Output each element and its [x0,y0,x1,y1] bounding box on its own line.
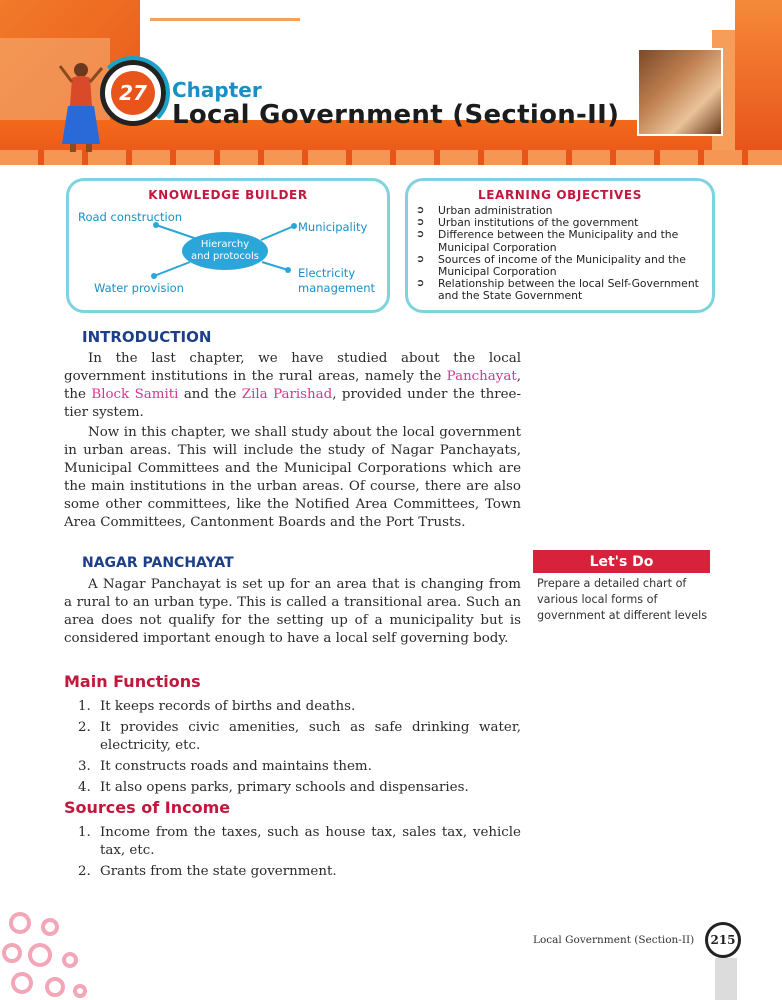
lets-do-text: Prepare a detailed chart of various local forms of government at different levels [537,577,708,622]
arrow-bullet-icon: ➲ [416,253,425,265]
list-item: 1. It keeps records of births and deaths. [78,699,356,714]
introduction-paragraph-1: In the last chapter, we have studied about the local government institutions in the rural areas, namely the Panchayat, the Block Samiti and the Zila Parishad, provided under the three-tier system. [64,351,521,420]
arrow-bullet-icon: ➲ [416,278,425,290]
term-block-samiti: Block Samiti [91,386,179,402]
main-functions-list [64,698,521,800]
header-photo [637,48,723,136]
list-item: 4. It also opens parks, primary schools and dispensaries. [78,779,469,795]
arrow-bullet-icon: ➲ [416,205,425,216]
kb-water-provision: Water provision [94,281,184,295]
kb-center-hierarchy [182,232,268,270]
learning-objectives-list [414,205,710,303]
list-item: ➲ Relationship between the local Self-Government and the State Government [416,277,699,303]
learning-objectives-title: LEARNING OBJECTIVES [478,188,642,202]
list-item: 2. It provides civic amenities, such as safe drinking water, electricity, etc. [78,719,521,753]
kb-management: management [298,281,376,295]
header-decor-right [735,0,782,150]
header-decor-line [150,18,300,21]
list-item: 2. Grants from the state government. [78,863,337,879]
list-item: 1. Income from the taxes, such as house tax, sales tax, vehicle tax, etc. [78,825,521,858]
term-zila-parishad: Zila Parishad [241,386,333,402]
lets-do-heading: Let's Do [533,550,710,573]
introduction-heading: INTRODUCTION [82,328,212,346]
list-item: ➲ Sources of income of the Municipality and the Municipal Corporation [416,252,686,279]
footer-page-tab [715,958,737,1000]
knowledge-builder-title: KNOWLEDGE BUILDER [148,188,308,202]
main-functions-heading: Main Functions [64,672,201,691]
list-item: ➲ Urban administration [416,204,553,217]
page-title: Local Government (Section-II) [172,100,620,130]
introduction-paragraph-2: Now in this chapter, we shall study about the local government in urban areas. This will include the study of Nagar Panchayats, Municipal Committees and the Municipal Corporations which are the main institutions in the urban areas. Of course, there are also some other committees, like the Notified Area Committees, Town Area Committees, Cantonment Boards and the Port Trusts. [64,425,521,530]
list-item: ➲ Difference between the Municipality and the Municipal Corporation [416,228,679,254]
arrow-bullet-icon: ➲ [416,229,425,241]
term-panchayat: Panchayat [446,368,517,384]
kb-electricity: Electricity [298,266,356,280]
circles-decoration [0,905,90,1000]
kb-road-construction: Road construction [78,210,183,224]
footer-running-title: Local Government (Section-II) [533,934,695,946]
page-number: 215 [705,922,741,958]
list-item: ➲ Urban institutions of the government [416,216,639,230]
chapter-label: Chapter [172,78,262,102]
kb-center-line-2: and protocols [191,251,259,262]
nagar-panchayat-paragraph: A Nagar Panchayat is set up for an area that is changing from a rural to an urban type. This is called a transitional area. Such an area does not qualify for the setting up of a municipality but is considered important enough to have a local self governing body. [64,577,521,646]
kb-municipality: Municipality [298,220,368,234]
kb-center-line-1: Hierarchy [200,239,250,250]
list-item: 3. It constructs roads and maintains them. [78,758,372,774]
dancer-illustration [58,58,104,154]
header-pattern-strip [0,150,782,165]
chapter-number: 27 [111,71,155,115]
chapter-number-badge [100,60,166,126]
arrow-bullet-icon: ➲ [416,217,425,229]
sources-of-income-heading: Sources of Income [64,798,231,817]
sources-of-income-list [64,824,521,884]
nagar-panchayat-heading: NAGAR PANCHAYAT [82,555,234,571]
